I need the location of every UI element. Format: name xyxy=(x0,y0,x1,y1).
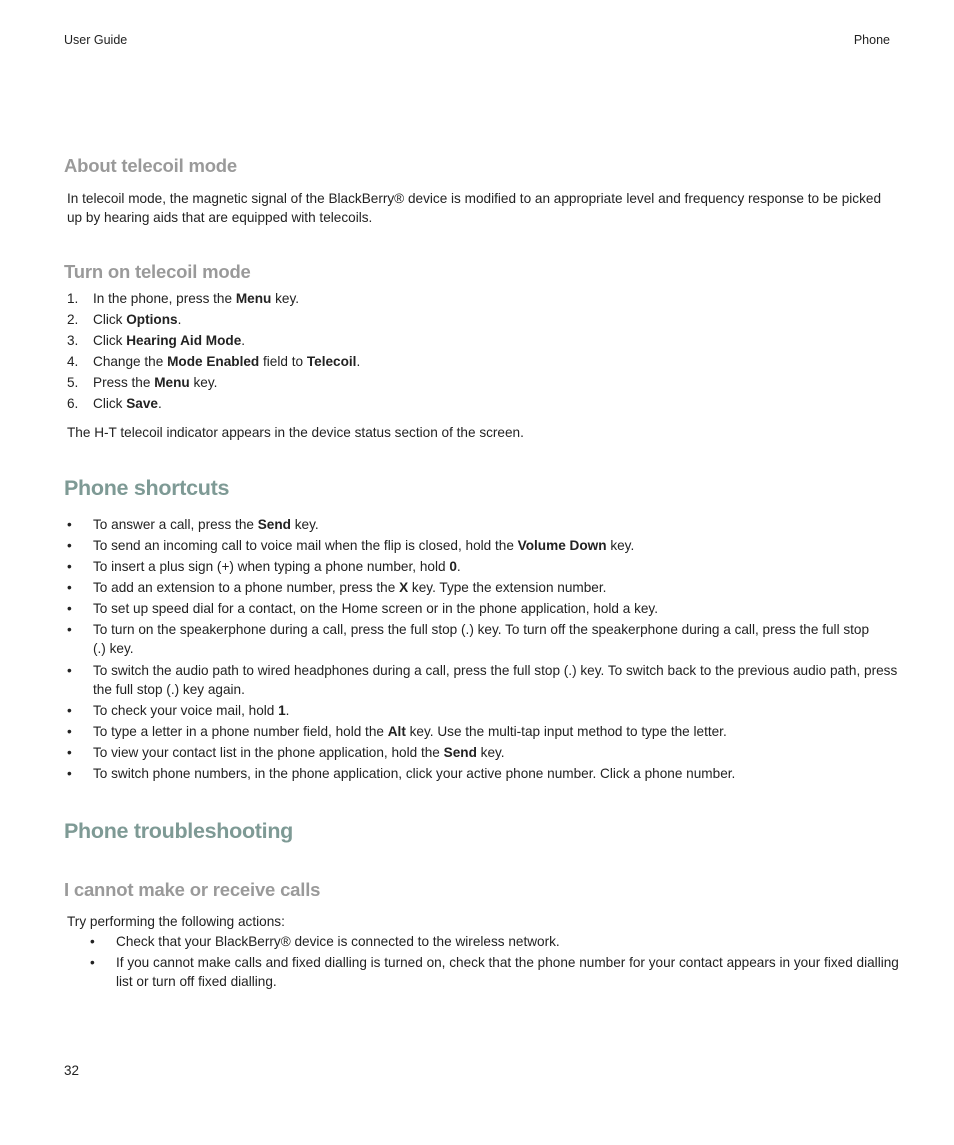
list-item-text: To insert a plus sign (+) when typing a phone number, hold 0. xyxy=(93,559,461,574)
running-header-right: Phone xyxy=(853,33,890,47)
list-marker: 4. xyxy=(67,354,79,369)
phone-troubleshooting-heading: Phone troubleshooting xyxy=(64,819,293,843)
list-item-text: Press the Menu key. xyxy=(93,375,218,390)
running-header-left: User Guide xyxy=(64,33,128,47)
list-marker: 5. xyxy=(67,375,79,390)
telecoil-note: The H-T telecoil indicator appears in the device status section of the screen. xyxy=(67,425,524,440)
list-item-text: Check that your BlackBerry® device is connected to the wireless network. xyxy=(116,934,560,949)
list-marker: • xyxy=(67,622,72,637)
list-item-text: To turn on the speakerphone during a call, press the full stop (.) key. To turn off the speakerphone during a call, press the full stop (.) key. xyxy=(93,622,870,656)
list-marker: • xyxy=(67,517,72,532)
cannot-make-calls-heading: I cannot make or receive calls xyxy=(64,879,321,900)
list-marker: 1. xyxy=(67,291,79,306)
list-item-text: Click Save. xyxy=(93,396,162,411)
list-marker: • xyxy=(67,724,72,739)
list-marker: 3. xyxy=(67,333,79,348)
troubleshooting-intro: Try performing the following actions: xyxy=(67,914,285,929)
about-telecoil-heading: About telecoil mode xyxy=(64,155,237,176)
list-item-text: To add an extension to a phone number, press the X key. Type the extension number. xyxy=(93,580,607,595)
list-item-text: To switch phone numbers, in the phone application, click your active phone number. Click a phone number. xyxy=(93,766,736,781)
list-marker: • xyxy=(67,766,72,781)
list-marker: • xyxy=(67,703,72,718)
turn-on-telecoil-heading: Turn on telecoil mode xyxy=(64,261,251,282)
list-item-text: To view your contact list in the phone application, hold the Send key. xyxy=(93,745,505,760)
list-marker: • xyxy=(67,580,72,595)
list-marker: • xyxy=(90,934,95,949)
phone-shortcuts-heading: Phone shortcuts xyxy=(64,476,230,500)
list-item-text: To set up speed dial for a contact, on the Home screen or in the phone application, hold a key. xyxy=(93,601,658,616)
list-item-text: To check your voice mail, hold 1. xyxy=(93,703,290,718)
list-marker: 2. xyxy=(67,312,79,327)
list-marker: • xyxy=(67,745,72,760)
list-item-text: Click Hearing Aid Mode. xyxy=(93,333,246,348)
list-marker: • xyxy=(67,538,72,553)
list-marker: • xyxy=(67,559,72,574)
list-item-text: To type a letter in a phone number field, hold the Alt key. Use the multi-tap input method to type the letter. xyxy=(93,724,727,739)
list-item-text: To answer a call, press the Send key. xyxy=(93,517,319,532)
list-marker: • xyxy=(67,601,72,616)
list-marker: • xyxy=(67,663,72,678)
list-item-text: To switch the audio path to wired headphones during a call, press the full stop (.) key. To switch back to the previous audio path, press the full stop (.) key again. xyxy=(93,663,898,697)
list-item-text: Click Options. xyxy=(93,312,182,327)
about-telecoil-body: In telecoil mode, the magnetic signal of the BlackBerry® device is modified to an appropriate level and frequency response to be picked up by hearing aids that are equipped with telecoils. xyxy=(67,191,882,225)
list-item-text: Change the Mode Enabled field to Telecoil. xyxy=(93,354,361,369)
page-number: 32 xyxy=(64,1063,80,1078)
list-marker: • xyxy=(90,955,95,970)
list-marker: 6. xyxy=(67,396,79,411)
list-item-text: To send an incoming call to voice mail when the flip is closed, hold the Volume Down key. xyxy=(93,538,635,553)
list-item-text: In the phone, press the Menu key. xyxy=(93,291,300,306)
list-item-text: If you cannot make calls and fixed dialling is turned on, check that the phone number for your contact appears in your fixed dialling list or turn off fixed dialling. xyxy=(116,955,899,989)
